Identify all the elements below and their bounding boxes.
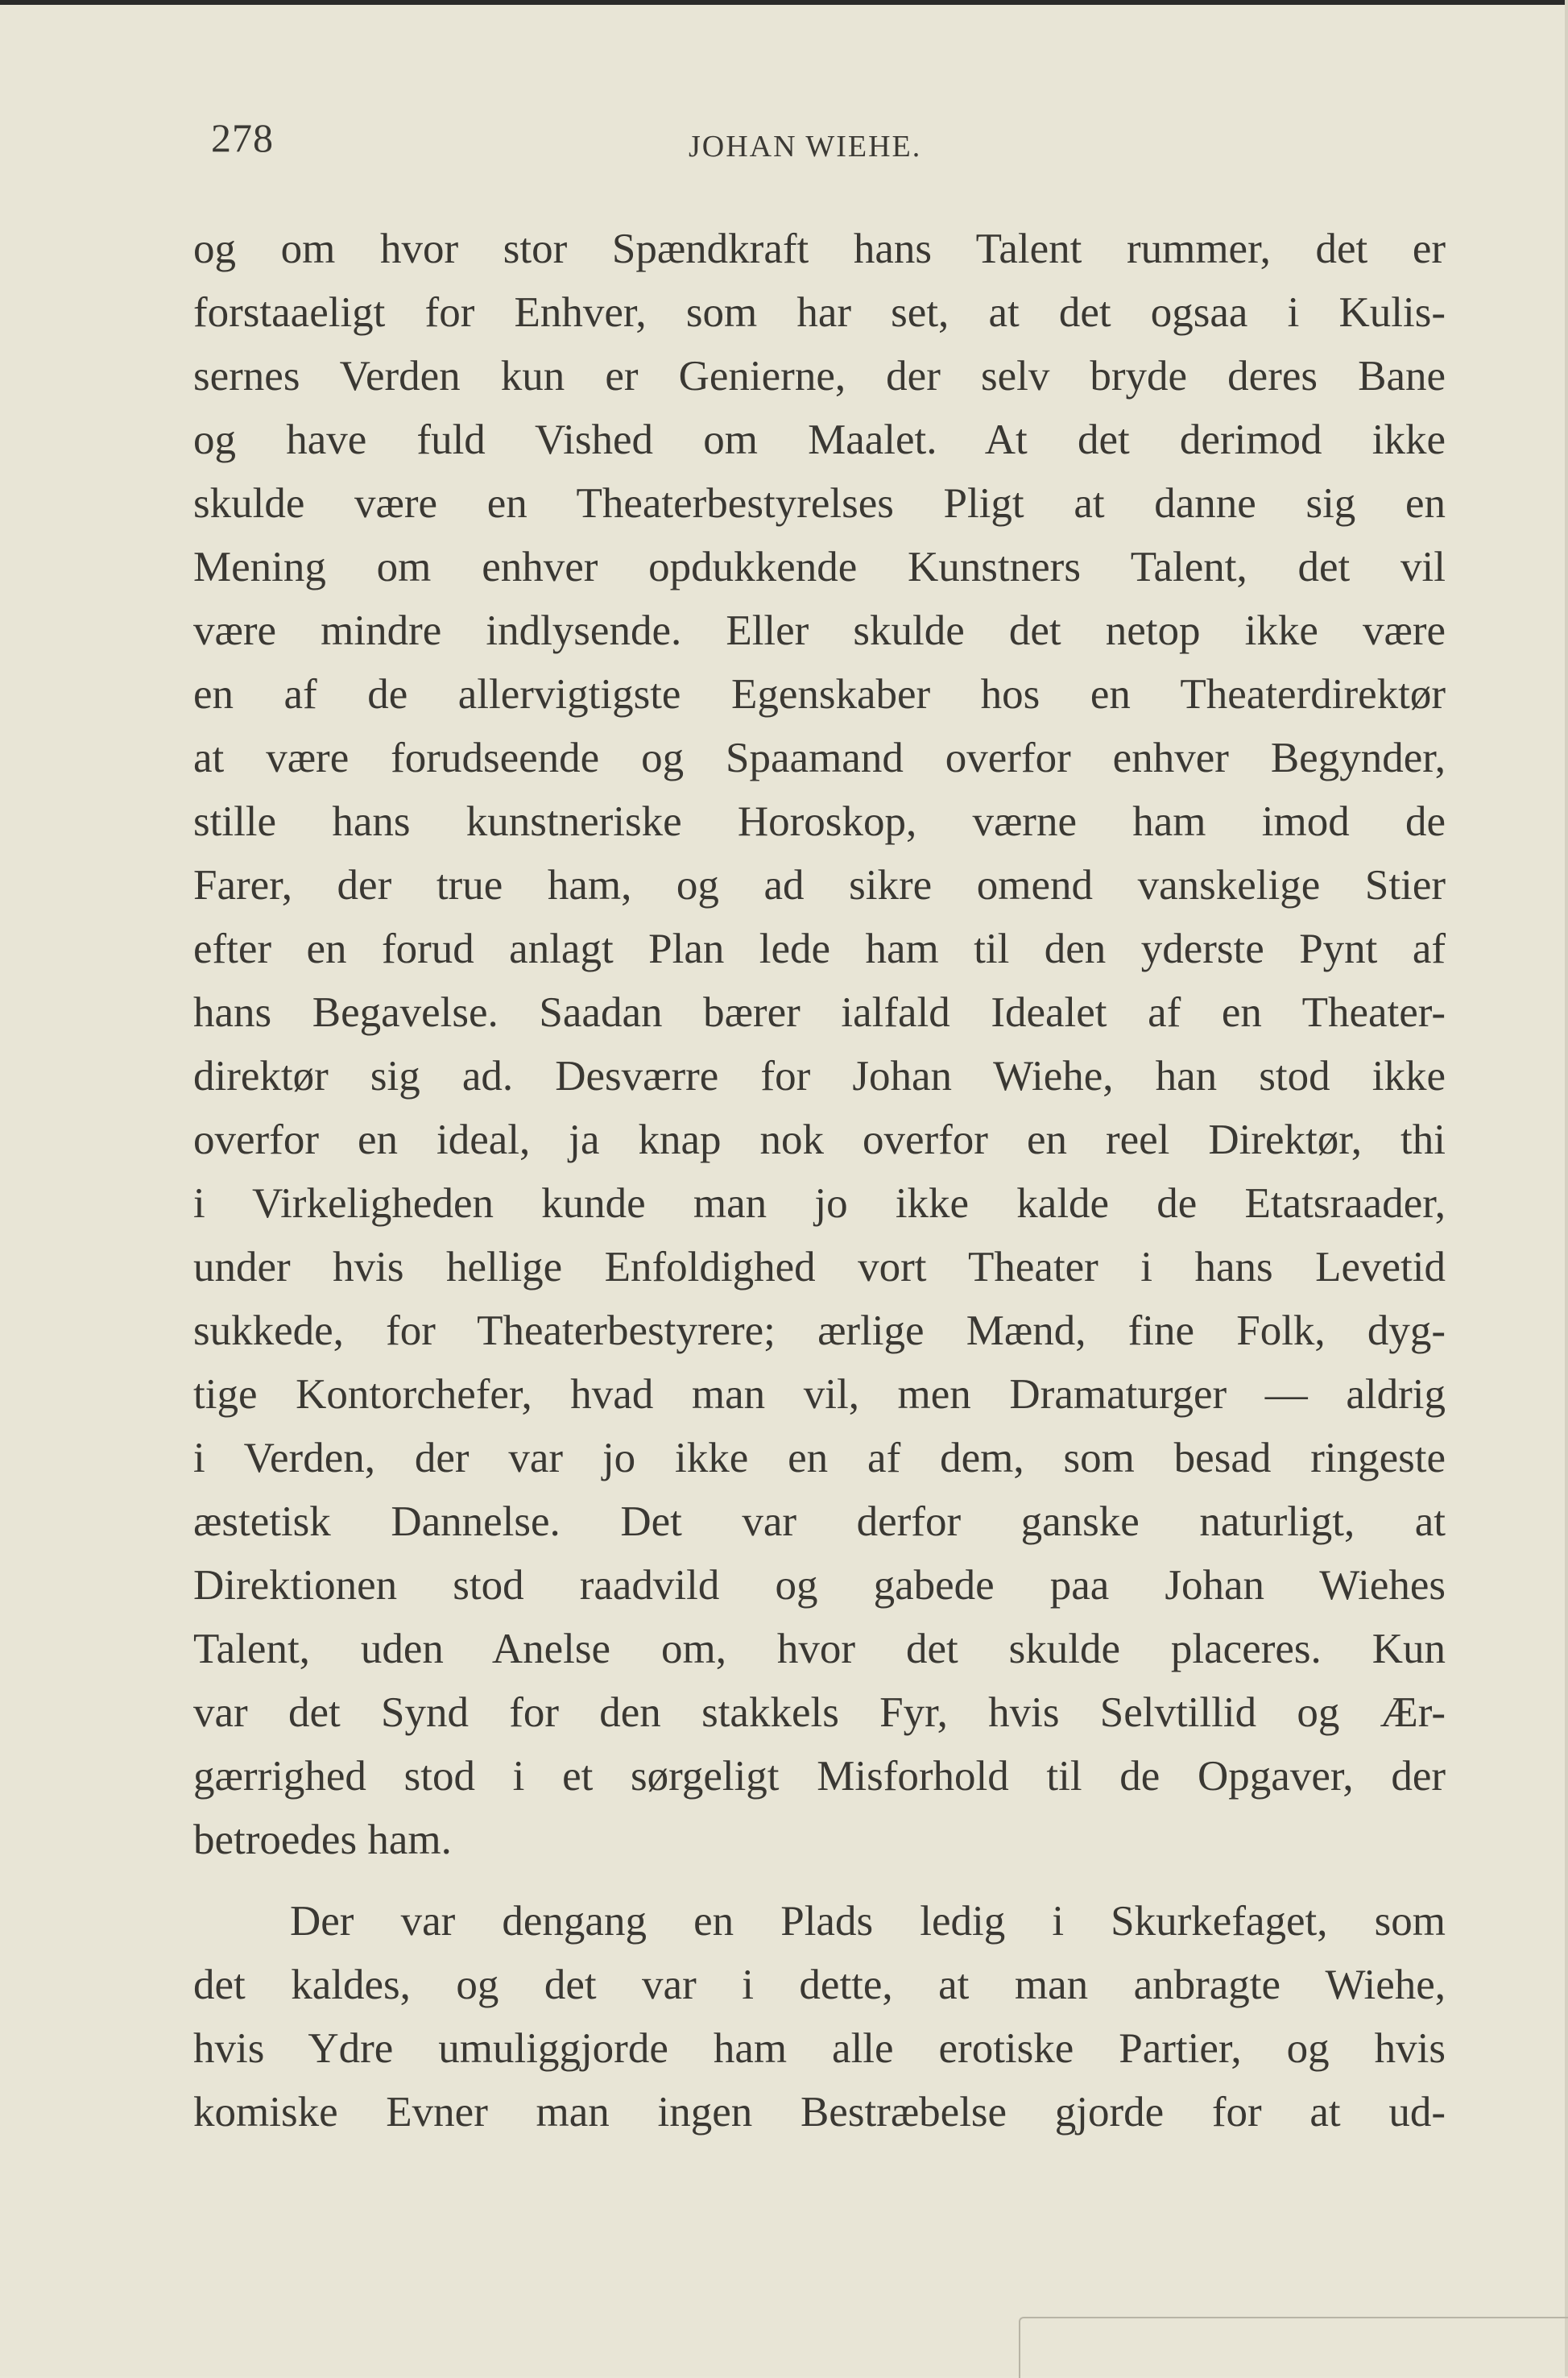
text-line: sukkede, for Theaterbestyrere; ærlige Mænd, fine Folk, dyg-: [193, 1307, 1446, 1354]
text-line: at være forudseende og Spaamand overfor enhver Begynder,: [193, 735, 1446, 781]
text-line: det kaldes, og det var i dette, at man anbragte Wiehe,: [193, 1962, 1446, 2008]
text-line: hans Begavelse. Saadan bærer ialfald Idealet af en Theater-: [193, 989, 1446, 1036]
text-line: stille hans kunstneriske Horoskop, værne ham imod de: [193, 798, 1446, 845]
text-line: Direktionen stod raadvild og gabede paa Johan Wiehes: [193, 1562, 1446, 1609]
text-line: æstetisk Dannelse. Det var derfor ganske naturligt, at: [193, 1498, 1446, 1545]
text-line: sernes Verden kun er Genierne, der selv bryde deres Bane: [193, 353, 1446, 400]
scan-corner-mark: [1019, 2317, 1568, 2378]
text-line: Talent, uden Anelse om, hvor det skulde placeres. Kun: [193, 1626, 1446, 1672]
text-line: en af de allervigtigste Egenskaber hos en Theaterdirektør: [193, 671, 1446, 718]
text-line: Der var dengang en Plads ledig i Skurkefaget, som: [290, 1898, 1446, 1945]
text-line: komiske Evner man ingen Bestræbelse gjorde for at ud-: [193, 2089, 1446, 2136]
page-header: [0, 114, 1568, 179]
page-number: 278: [211, 115, 274, 160]
text-line: i Verden, der var jo ikke en af dem, som besad ringeste: [193, 1435, 1446, 1481]
text-line: forstaaeligt for Enhver, som har set, at det ogsaa i Kulis-: [193, 289, 1446, 336]
paragraph-1: [193, 218, 1446, 1872]
text-line: tige Kontorchefer, hvad man vil, men Dramaturger — aldrig: [193, 1371, 1446, 1418]
text-line: og have fuld Vished om Maalet. At det derimod ikke: [193, 416, 1446, 463]
text-line: være mindre indlysende. Eller skulde det netop ikke være: [193, 607, 1446, 654]
text-line: direktør sig ad. Desværre for Johan Wiehe, han stod ikke: [193, 1053, 1446, 1100]
text-line: skulde være en Theaterbestyrelses Pligt at danne sig en: [193, 480, 1446, 527]
text-line: betroedes ham.: [193, 1817, 452, 1863]
body-text: [193, 218, 1446, 2144]
scan-right-edge: [1565, 0, 1568, 2376]
running-head: JOHAN WIEHE.: [689, 130, 922, 164]
text-line: var det Synd for den stakkels Fyr, hvis Selvtillid og Ær-: [193, 1689, 1446, 1736]
text-line: i Virkeligheden kunde man jo ikke kalde de Etatsraader,: [193, 1180, 1446, 1227]
text-line: gærrighed stod i et sørgeligt Misforhold til de Opgaver, der: [193, 1753, 1446, 1800]
scan-top-edge: [0, 0, 1568, 5]
text-line: Mening om enhver opdukkende Kunstners Talent, det vil: [193, 544, 1446, 590]
text-line: hvis Ydre umuliggjorde ham alle erotiske Partier, og hvis: [193, 2025, 1446, 2072]
text-line: Farer, der true ham, og ad sikre omend vanskelige Stier: [193, 862, 1446, 909]
paragraph-2: [193, 1890, 1446, 2144]
text-line: overfor en ideal, ja knap nok overfor en reel Direktør, thi: [193, 1116, 1446, 1163]
text-line: under hvis hellige Enfoldighed vort Theater i hans Levetid: [193, 1244, 1446, 1290]
text-line: efter en forud anlagt Plan lede ham til den yderste Pynt af: [193, 926, 1446, 972]
text-line: og om hvor stor Spændkraft hans Talent rummer, det er: [193, 226, 1446, 272]
paragraph-spacer: [193, 1872, 1446, 1890]
